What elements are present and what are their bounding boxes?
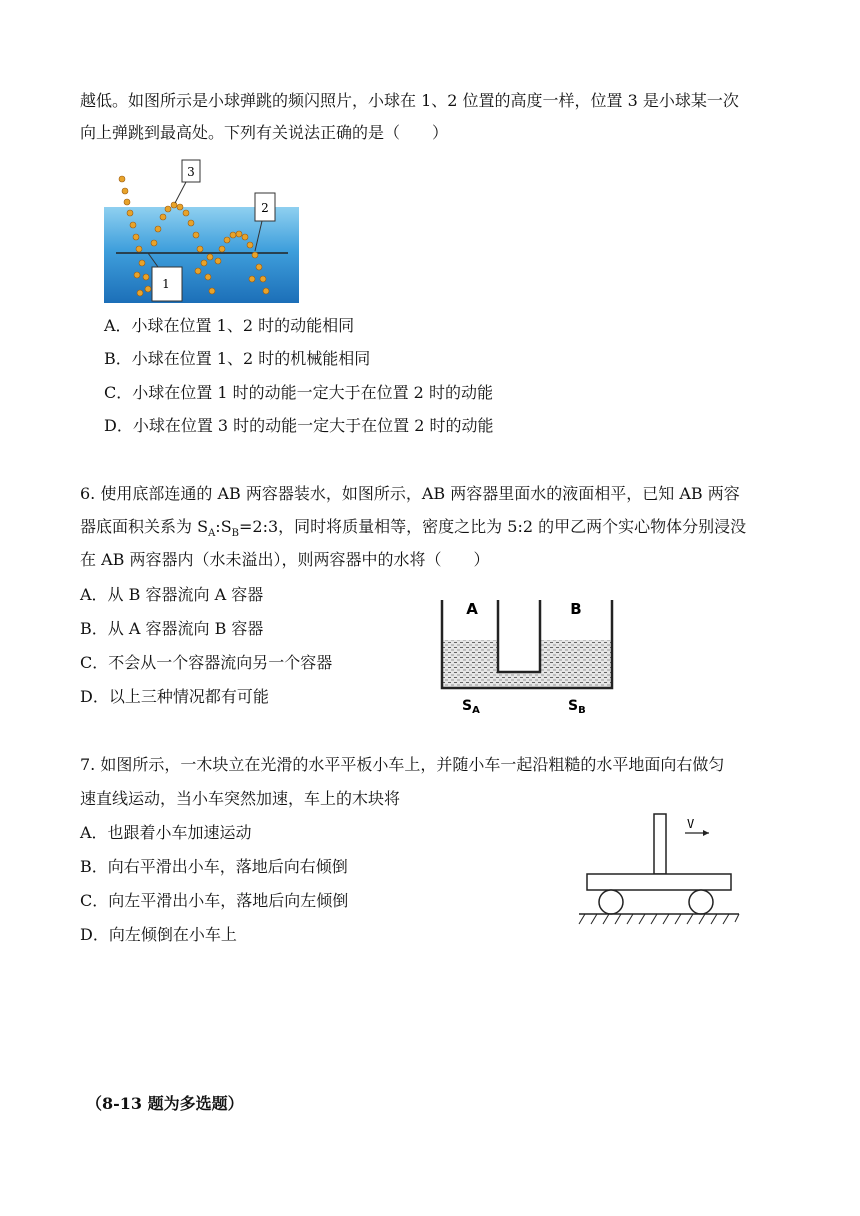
q7-option-a[interactable]: A．也跟着小车加速运动 (80, 823, 252, 842)
area-label-sa: $S_A$ (462, 698, 480, 716)
connected-containers-diagram (430, 590, 630, 720)
q5-text-line-2: 向上弹跳到最高处。下列有关说法正确的是（ ） (80, 123, 449, 142)
container-label-a: A (466, 600, 478, 618)
multi-choice-section-note: （8-13 题为多选题） (86, 1094, 244, 1113)
container-label-b: B (570, 600, 582, 618)
q5-option-b[interactable]: B．小球在位置 1、2 时的机械能相同 (104, 349, 371, 368)
q5-text-line-1: 越低。如图所示是小球弹跳的频闪照片，小球在 1、2 位置的高度一样，位置 3 是小球某一次 (80, 91, 739, 110)
q7-option-b[interactable]: B．向右平滑出小车，落地后向右倾倒 (80, 857, 348, 876)
figure-label-2: 2 (261, 201, 269, 215)
q7-option-c[interactable]: C．向左平滑出小车，落地后向左倾倒 (80, 891, 349, 910)
figure-label-3: 3 (187, 165, 195, 179)
q6-option-c[interactable]: C．不会从一个容器流向另一个容器 (80, 653, 333, 672)
figure-label-1: 1 (162, 277, 170, 291)
q7-option-d[interactable]: D．向左倾倒在小车上 (80, 925, 237, 944)
q7-text-line-2: 速直线运动，当小车突然加速，车上的木块将 (80, 789, 401, 808)
q5-option-d[interactable]: D．小球在位置 3 时的动能一定大于在位置 2 时的动能 (104, 416, 494, 435)
cart-with-block-diagram (575, 808, 745, 933)
q5-option-a[interactable]: A．小球在位置 1、2 时的动能相同 (104, 316, 355, 335)
q6-text-line-3: 在 AB 两容器内（水未溢出），则两容器中的水将（ ） (80, 550, 490, 569)
q6-option-d[interactable]: D．以上三种情况都有可能 (80, 687, 269, 706)
velocity-label: V (687, 817, 695, 831)
q7-text-line-1: 7. 如图所示，一木块立在光滑的水平平板小车上，并随小车一起沿粗糙的水平地面向右做匀 (80, 755, 725, 774)
q5-option-c[interactable]: C．小球在位置 1 时的动能一定大于在位置 2 时的动能 (104, 383, 493, 402)
q6-text-line-2: 器底面积关系为 $S_A:S_B=2:3$，同时将质量相等，密度之比为 5:2 的甲乙两个实心物体分别浸没 (80, 517, 747, 540)
area-label-sb: $S_B$ (568, 698, 586, 716)
q6-option-b[interactable]: B．从 A 容器流向 B 容器 (80, 619, 264, 638)
bouncing-ball-photo (102, 155, 302, 305)
q6-option-a[interactable]: A．从 B 容器流向 A 容器 (80, 585, 264, 604)
q6-text-line-1: 6. 使用底部连通的 AB 两容器装水，如图所示，AB 两容器里面水的液面相平，已知 AB 两容 (80, 484, 740, 503)
